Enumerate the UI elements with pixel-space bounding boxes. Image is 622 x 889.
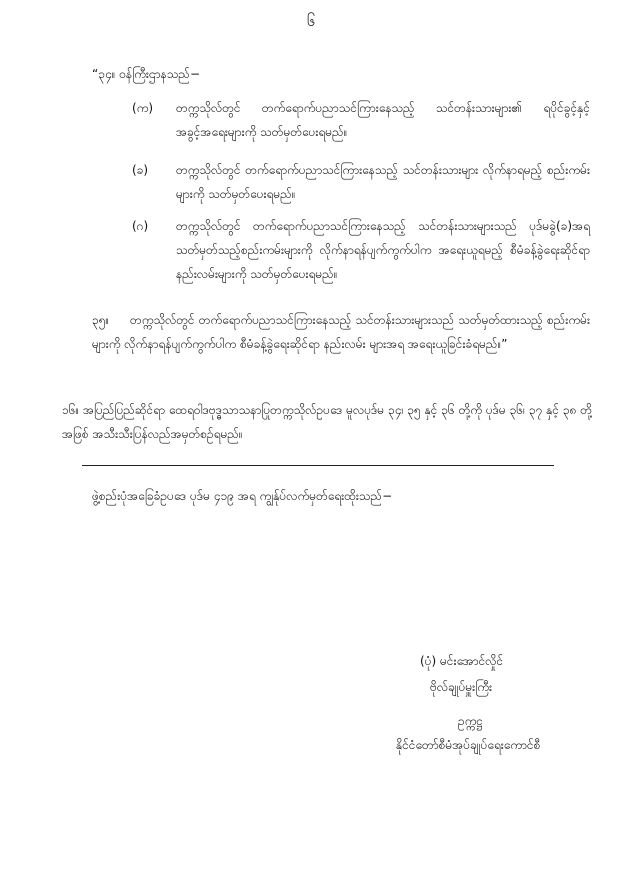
item-mark-ka: (က)	[132, 101, 154, 115]
section-16-text: အပြည်ပြည်ဆိုင်ရာ ထေရဝါဒဗုဒ္ဓသာသနာပြုတက္ကသိုလ်ဥပဒေ မူလပုဒ်မ ၃၄၊ ၃၅ နှင့် ၃၆ တို့ကို ပုဒ်မ ၃၆၊ ၃၇ နှင့် ၃၈ တို့အဖြစ် အသီးသီးပြန်လည်အမှတ်စဉ်ရမည်။	[62, 403, 592, 441]
section-24-item-kha	[132, 158, 592, 206]
signatory-organization: နိုင်ငံတော်စီမံအုပ်ချုပ်ရေးကောင်စီ	[396, 738, 541, 752]
item-mark-ga: (ဂ)	[132, 219, 149, 233]
section-16-number: ၁၆။	[62, 403, 80, 417]
promulgation-statement: ဖွဲ့စည်းပုံအခြေခံဥပဒေ ပုဒ်မ ၄၁၉ အရ ကျွန်ုပ်လက်မှတ်ရေးထိုးသည်−	[92, 489, 393, 503]
item-text-kha: တက္ကသိုလ်တွင် တက်ရောက်ပညာသင်ကြားနေသည့် သင်တန်းသားများ လိုက်နာရမည့် စည်းကမ်းများကို သတ်မှတ်ပေးရမည်။	[176, 163, 590, 201]
section-24-heading-text: ဝန်ကြီးဌာနသည်−	[119, 67, 200, 81]
section-16	[62, 398, 592, 446]
item-mark-kha: (ခ)	[132, 163, 149, 177]
section-25-number: ၃၅။	[92, 313, 110, 327]
section-24-item-ga	[132, 214, 592, 288]
page-number: ၆	[306, 12, 316, 30]
signatory-name: (ပုံ) မင်းအောင်လှိုင်	[420, 654, 504, 668]
signatory-title: ဥက္ကဋ္ဌ	[458, 714, 483, 728]
divider-line	[82, 465, 554, 466]
section-25-text: တက္ကသိုလ်တွင် တက်ရောက်ပညာသင်ကြားနေသည့် သင်တန်းသားများသည် သတ်မှတ်ထားသည့် စည်းကမ်းများကို လိုက်နာရန်ပျက်ကွက်ပါက စီမံခန့်ခွဲရေးဆိုင်ရာ နည်းလမ်း များအရ အရေးယူခြင်းခံရမည်။”	[92, 313, 590, 351]
signatory-rank: ဗိုလ်ချုပ်မှူးကြီး	[430, 680, 493, 694]
item-text-ga: တက္ကသိုလ်တွင် တက်ရောက်ပညာသင်ကြားနေသည့် သင်တန်းသားများသည် ပုဒ်မခွဲ(ခ)အရ သတ်မှတ်သည့်စည်းကမ်းများကို လိုက်နာရန်ပျက်ကွက်ပါက အရေးယူရမည့် စီမံခန့်ခွဲရေးဆိုင်ရာ နည်းလမ်းများကို သတ်မှတ်ပေးရမည်။	[176, 219, 590, 281]
section-25	[92, 308, 590, 356]
section-24-item-ka	[132, 96, 592, 144]
section-24-heading	[92, 62, 562, 86]
item-text-ka: တက္ကသိုလ်တွင် တက်ရောက်ပညာသင်ကြားနေသည့် သင်တန်းသားများ၏ ရပိုင်ခွင့်နှင့် အခွင့်အရေးများကို သတ်မှတ်ပေးရမည်။	[176, 101, 590, 139]
section-24-number: “၃၄။	[92, 67, 116, 81]
